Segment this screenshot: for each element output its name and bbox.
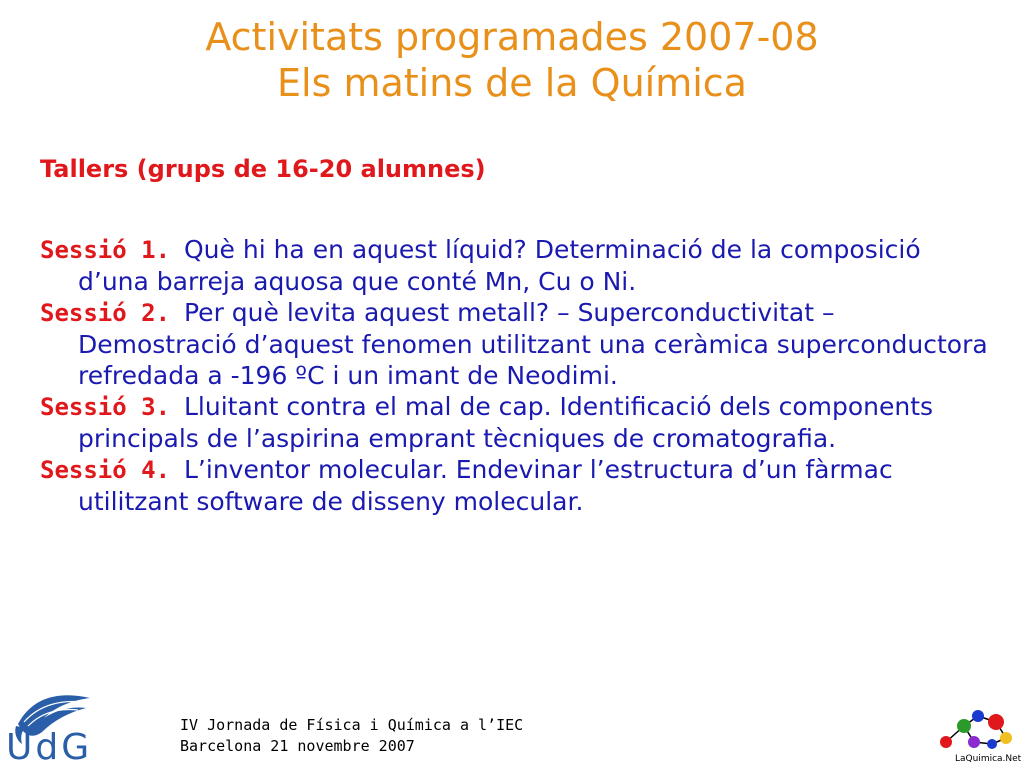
footer-info: [180, 715, 523, 757]
session-item-3: [40, 391, 990, 454]
session-item-1: [40, 234, 990, 297]
session-label: Sessió 1.: [40, 236, 171, 264]
slide-title: [0, 14, 1024, 106]
laquimica-logo-text: LaQuimica.Net: [955, 754, 1022, 764]
session-description: Què hi ha en aquest líquid? Determinació de la composició d’una barreja aquosa que conté Mn, Cu o Ni.: [78, 235, 921, 296]
session-description: Lluitant contra el mal de cap. Identificació dels components principals de l’aspirina emprant tècniques de cromatografia.: [78, 392, 934, 453]
session-label: Sessió 2.: [40, 299, 171, 327]
udg-logo-text: UdG: [6, 727, 93, 768]
session-item-4: [40, 454, 990, 517]
molecule-icon: [934, 704, 1022, 754]
sessions-list: [40, 234, 990, 517]
title-line-1: Activitats programades 2007-08: [205, 15, 819, 59]
session-label: Sessió 4.: [40, 456, 171, 484]
session-description: L’inventor molecular. Endevinar l’estructura d’un fàrmac utilitzant software de disseny molecular.: [78, 455, 893, 516]
footer-event: IV Jornada de Física i Química a l’IEC: [180, 716, 524, 734]
session-description: Per què levita aquest metall? – Superconductivitat – Demostració d’aquest fenomen utilitzant una ceràmica superconductora refredada a -196 ºC i un imant de Neodimi.: [78, 298, 988, 390]
title-line-2: Els matins de la Química: [277, 61, 747, 105]
workshops-heading: Tallers (grups de 16-20 alumnes): [40, 155, 486, 183]
session-item-2: [40, 297, 990, 391]
session-label: Sessió 3.: [40, 393, 171, 421]
footer-date: Barcelona 21 novembre 2007: [180, 737, 415, 755]
